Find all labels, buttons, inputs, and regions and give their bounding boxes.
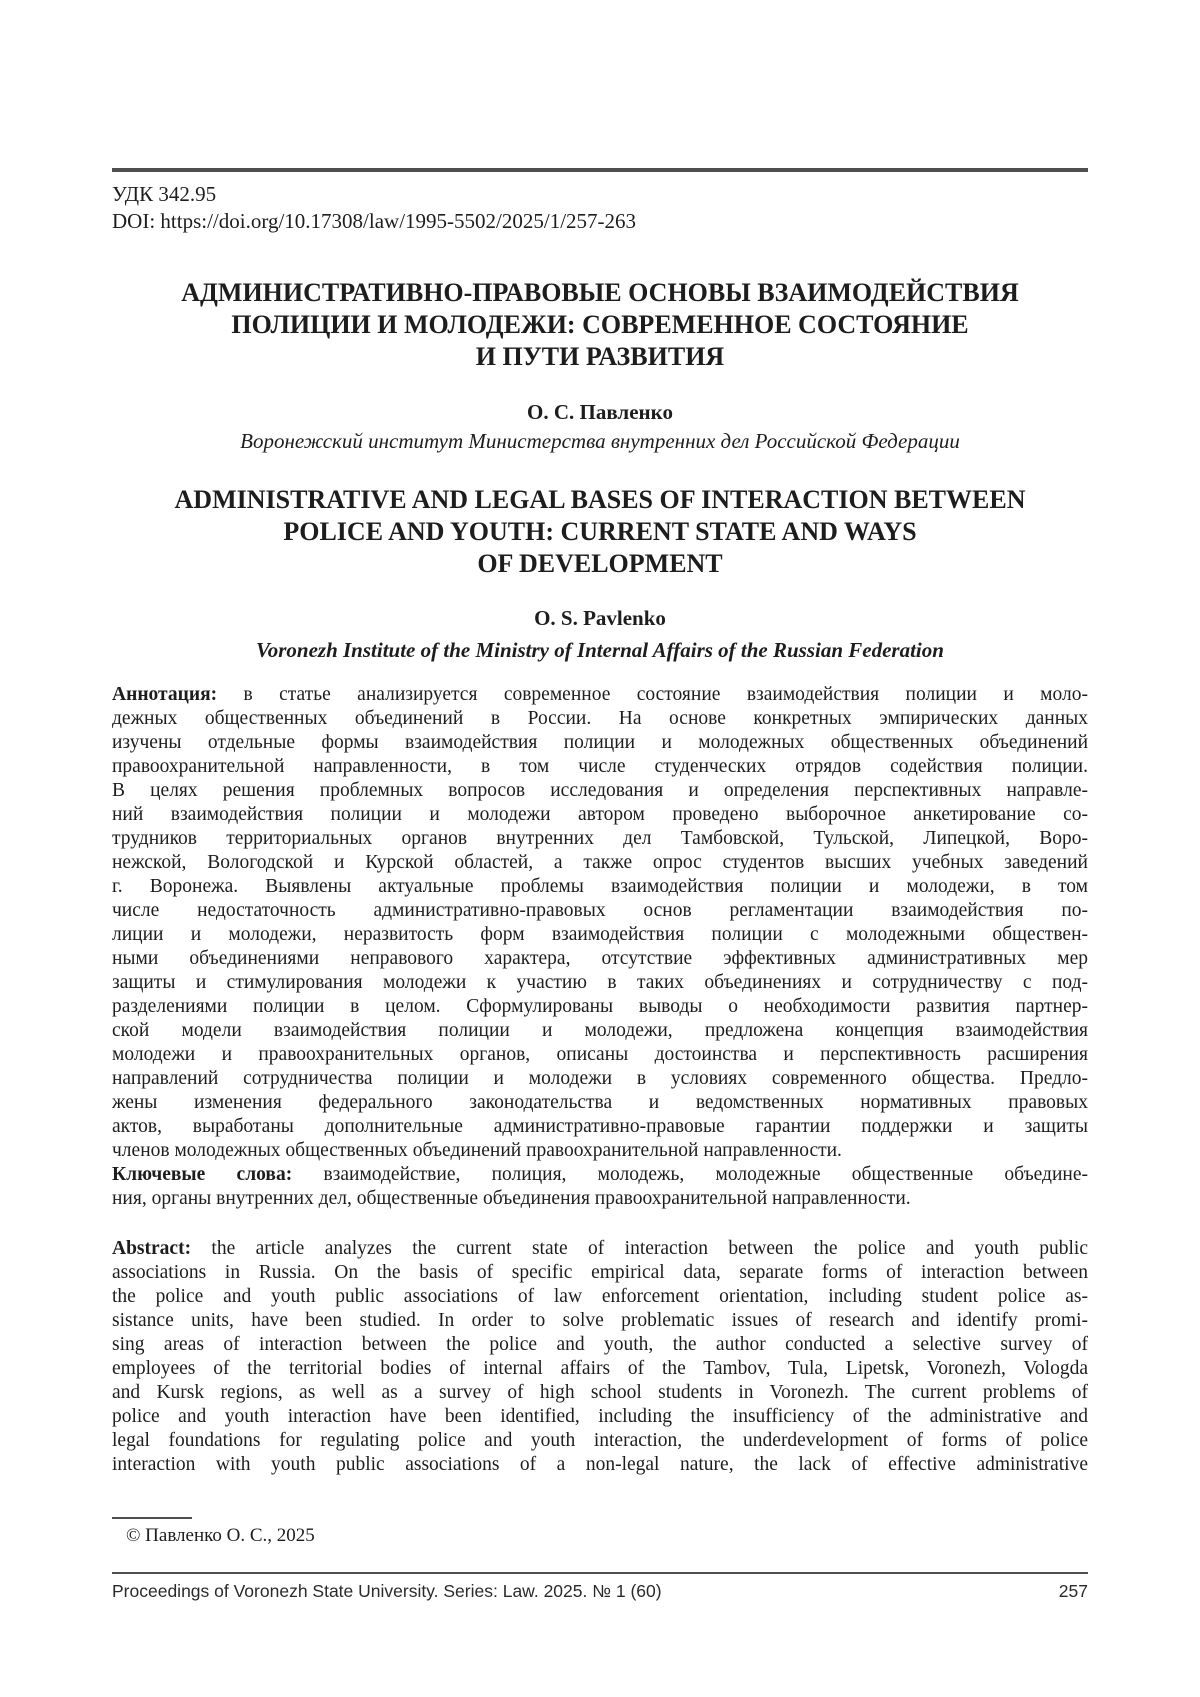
page-footer <box>112 1580 1088 1602</box>
text-line: Abstract: the article analyzes the current state of interaction between the police and youth public <box>112 1238 1088 1259</box>
text-line: г. Воронежа. Выявлены актуальные проблемы взаимодействия полиции и молодежи, в том <box>112 876 1088 897</box>
text-line: числе недостаточность административно-правовых основ регламентации взаимодействия по- <box>112 900 1088 921</box>
keywords-ru-paragraph <box>112 1163 1088 1211</box>
text-line: членов молодежных общественных объединений правоохранительной направленности. <box>112 1140 842 1161</box>
article-title-en <box>112 484 1088 580</box>
text-line: ными объединениями неправового характера, отсутствие эффективных административных мер <box>112 948 1088 969</box>
footer-journal-title: Proceedings of Voronezh State University. Series: Law. 2025. № 1 (60) <box>112 1581 662 1601</box>
text-line: employees of the territorial bodies of internal affairs of the Tambov, Tula, Lipetsk, Voronezh, Vologda <box>112 1358 1088 1379</box>
text-line: разделениями полиции в целом. Сформулированы выводы о необходимости развития партнер- <box>112 996 1088 1017</box>
text-line: sing areas of interaction between the police and youth, the author conducted a selective survey of <box>112 1334 1088 1355</box>
text-line: POLICE AND YOUTH: CURRENT STATE AND WAYS <box>283 517 917 546</box>
article-title-ru <box>112 277 1088 373</box>
text-line: Ключевые слова: взаимодействие, полиция, молодежь, молодежные общественные объедине- <box>112 1164 1088 1185</box>
text-line: молодежи и правоохранительных органов, описаны достоинства и перспективность расширения <box>112 1044 1088 1065</box>
text-line: лиции и молодежи, неразвитость форм взаимодействия полиции с молодежными обществен- <box>112 924 1088 945</box>
text-line: И ПУТИ РАЗВИТИЯ <box>475 342 725 371</box>
text-line: ния, органы внутренних дел, общественные объединения правоохранительной направленности. <box>112 1188 911 1209</box>
text-line: нежской, Вологодской и Курской областей, а также опрос студентов высших учебных заведений <box>112 852 1088 873</box>
text-line: Аннотация: в статье анализируется современное состояние взаимодействия полиции и моло- <box>112 684 1088 705</box>
paragraph-label: Abstract: <box>112 1238 192 1259</box>
text-line: правоохранительной направленности, в том числе студенческих отрядов содействия полиции. <box>112 756 1088 777</box>
text-line: АДМИНИСТРАТИВНО-ПРАВОВЫЕ ОСНОВЫ ВЗАИМОДЕЙСТВИЯ <box>181 278 1019 307</box>
text-line: защиты и стимулирования молодежи к участию в таких объединениях и сотрудничеству с под- <box>112 972 1088 993</box>
text-line: legal foundations for regulating police and youth interaction, the underdevelopment of forms of police <box>112 1430 1088 1451</box>
text-line: жены изменения федерального законодательства и ведомственных нормативных правовых <box>112 1092 1088 1113</box>
text-line: the police and youth public associations of law enforcement orientation, including student police as- <box>112 1286 1088 1307</box>
text-line: sistance units, have been studied. In order to solve problematic issues of research and identify promi- <box>112 1310 1088 1331</box>
affiliation-en: Voronezh Institute of the Ministry of Internal Affairs of the Russian Federation <box>256 638 944 662</box>
text-line: дежных общественных объединений в России. На основе конкретных эмпирических данных <box>112 708 1088 729</box>
text-line: трудников территориальных органов внутренних дел Тамбовской, Тульской, Липецкой, Воро- <box>112 828 1088 849</box>
copyright-rule <box>112 1517 192 1519</box>
annotation-ru-paragraph <box>112 683 1088 1163</box>
abstract-en-paragraph <box>112 1237 1088 1477</box>
paragraph-label: Ключевые слова: <box>112 1164 293 1185</box>
text-line: police and youth interaction have been identified, including the insufficiency of the administrative and <box>112 1406 1088 1427</box>
author-name-ru: О. С. Павленко <box>527 400 673 424</box>
text-line: ПОЛИЦИИ И МОЛОДЕЖИ: СОВРЕМЕННОЕ СОСТОЯНИЕ <box>231 310 969 339</box>
text-line: актов, выработаны дополнительные административно-правовые гарантии поддержки и защиты <box>112 1116 1088 1137</box>
text-line: ской модели взаимодействия полиции и молодежи, предложена концепция взаимодействия <box>112 1020 1088 1041</box>
doi-line: DOI: https://doi.org/10.17308/law/1995-5502/2025/1/257-263 <box>112 209 637 233</box>
text-line: OF DEVELOPMENT <box>477 549 723 578</box>
text-line: В целях решения проблемных вопросов исследования и определения перспективных направле- <box>112 780 1088 801</box>
top-double-rule <box>112 168 1088 172</box>
author-name-en: O. S. Pavlenko <box>534 606 666 630</box>
copyright-line: © Павленко О. С., 2025 <box>126 1525 315 1546</box>
footer-rule <box>112 1572 1088 1574</box>
udc-code: УДК 342.95 <box>112 182 217 206</box>
affiliation-ru: Воронежский институт Министерства внутренних дел Российской Федерации <box>240 429 960 453</box>
paragraph-label: Аннотация: <box>112 684 218 705</box>
text-line: and Kursk regions, as well as a survey of high school students in Voronezh. The current problems of <box>112 1382 1088 1403</box>
text-line: associations in Russia. On the basis of specific empirical data, separate forms of interaction between <box>112 1262 1088 1283</box>
text-line: изучены отдельные формы взаимодействия полиции и молодежных общественных объединений <box>112 732 1088 753</box>
footer-page-number: 257 <box>1058 1581 1088 1601</box>
text-line: ний взаимодействия полиции и молодежи автором проведено выборочное анкетирование со- <box>112 804 1088 825</box>
text-line: ADMINISTRATIVE AND LEGAL BASES OF INTERACTION BETWEEN <box>174 485 1026 514</box>
text-line: interaction with youth public associations of a non-legal nature, the lack of effective administrative <box>112 1454 1088 1475</box>
text-line: направлений сотрудничества полиции и молодежи в условиях современного общества. Предло- <box>112 1068 1088 1089</box>
